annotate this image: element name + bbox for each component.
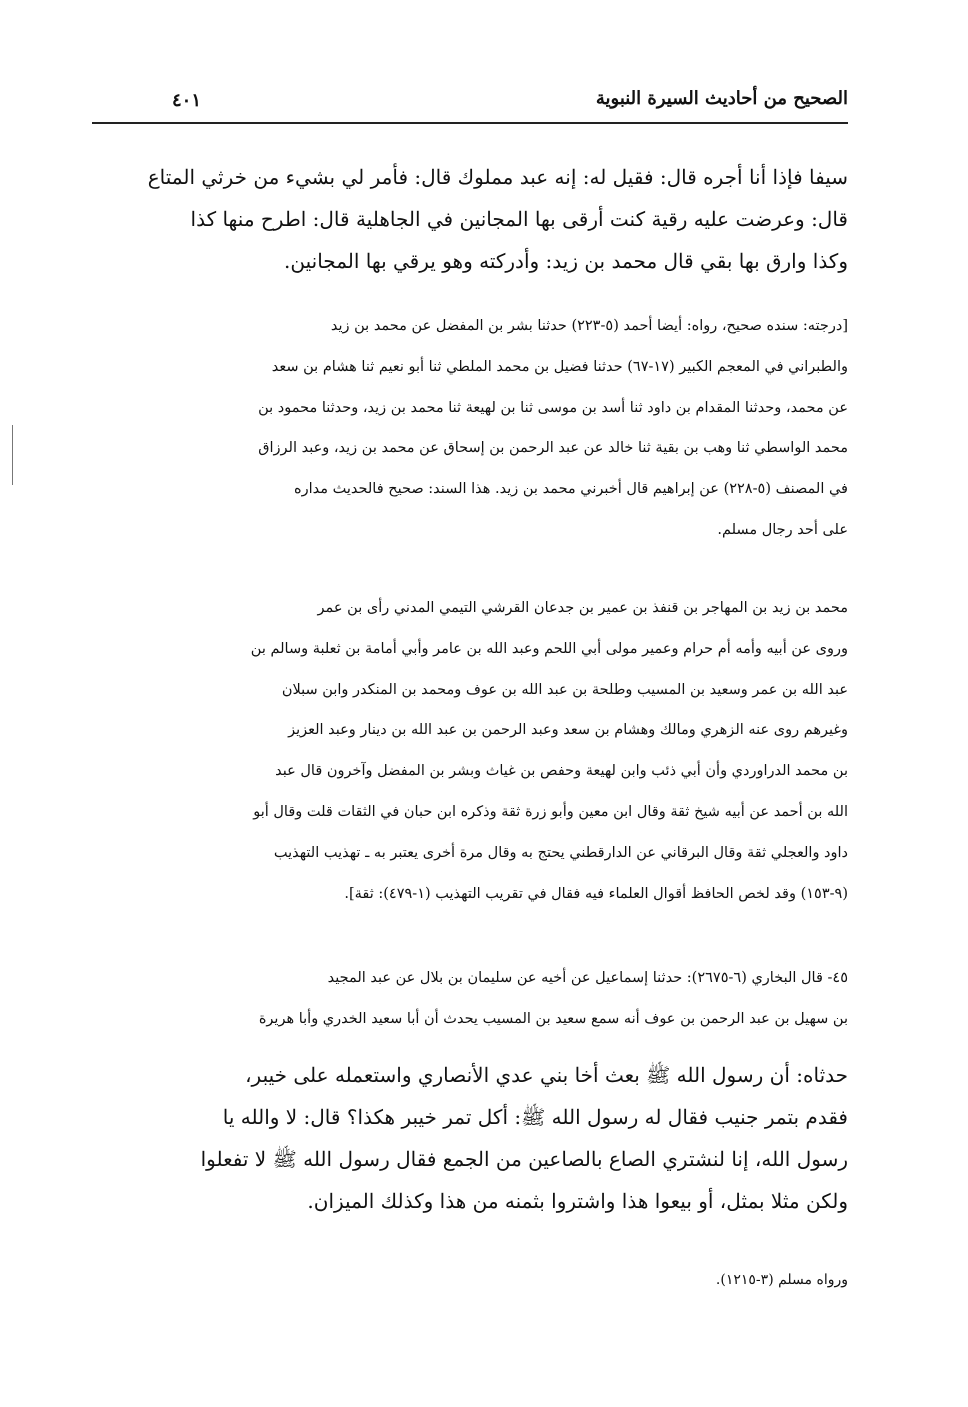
running-title: الصحيح من أحاديث السيرة النبوية — [586, 88, 848, 109]
text-line: على أحد رجال مسلم. — [717, 521, 848, 538]
text-line: بن محمد الدراوردي وأن أبي ذئب وابن لهيعة وحفص بن غياث وبشر بن المفضل وآخرون قال عبد — [275, 763, 848, 780]
text-line: بن سهيل بن عبد الرحمن بن عوف أنه سمع سعيد بن المسيب يحدث أن أبا سعيد الخدري وأبا هريرة — [258, 1010, 848, 1027]
hadith-45-isnad — [92, 958, 848, 1040]
text-line: محمد الواسطي ثنا وهب بن بقية ثنا خالد عن عبد الرحمن بن إسحاق عن محمد بن زيد، وعبد الرزاق — [258, 440, 848, 457]
text-line: وكذا وارق بها بقي قال محمد بن زيد: وأدركته وهو يرقي بها المجانين. — [284, 249, 848, 273]
text-line: حدثاه: أن رسول الله ﷺ بعث أخا بني عدي الأنصاري واستعمله على خيبر، — [245, 1063, 848, 1087]
text-line: والطبراني في المعجم الكبير (١٧-٦٧) حدثنا فضيل بن محمد الملطي ثنا أبو نعيم ثنا هشام بن سعد — [271, 358, 848, 375]
text-line: الله بن أحمد عن أبيه شيخ ثقة وقال ابن معين وأبو زرة ثقة وذكره ابن حبان في الثقات قلت وقال أبو — [253, 803, 848, 820]
text-line: ولكن مثلا بمثل، أو بيعوا هذا واشتروا بثمنه من هذا وكذلك الميزان. — [307, 1189, 848, 1213]
scan-edge-mark — [12, 425, 13, 485]
source-reference: ورواه مسلم (٣-١٢١٥). — [715, 1272, 848, 1288]
grading-note — [92, 306, 848, 551]
text-line: فقدم بتمر جنيب فقال له رسول الله ﷺ: أكل تمر خيبر هكذا؟ قال: لا والله يا — [222, 1105, 848, 1129]
text-line: محمد بن زيد بن المهاجر بن قنفذ بن عمير بن جدعان القرشي التيمي المدني رأى بن عمر — [317, 600, 848, 616]
text-line: رسول الله، إنا لنشتري الصاع بالصاعين من الجمع فقال رسول الله ﷺ لا تفعلوا — [200, 1147, 848, 1171]
hadith-45-matn — [92, 1054, 848, 1222]
text-line: (٩-١٥٣) وقد لخص الحافظ أقوال العلماء فيه فقال في تقريب التهذيب (١-٤٧٩): ثقة]. — [344, 885, 848, 902]
text-line: عن محمد، وحدثنا المقدام بن داود ثنا أسد بن موسى ثنا بن لهيعة ثنا محمد بن زيد، وحدثنا محمود بن — [258, 399, 848, 416]
text-line: [درجته: سنده صحيح، رواه: أيضا أحمد (٥-٢٢٣) حدثنا بشر بن المفضل عن محمد بن زيد — [330, 318, 848, 334]
narrator-biography — [92, 588, 848, 914]
page-header — [92, 86, 848, 124]
text-line: ٤٥- قال البخاري (٦-٢٦٧٥): حدثنا إسماعيل عن أخيه عن سليمان بن بلال عن عبد المجيد — [327, 970, 848, 986]
text-line: وروى عن أبيه وأمه أم حرام وعمير مولى أبي اللحم وعبد الله بن عامر وأبي أمامة بن ثعلبة وسالم بن — [250, 640, 848, 657]
text-line: سيفا فإذا أنا أجره قال: فقيل له: إنه عبد مملوك قال: فأمر لي بشيء من خرثي المتاع — [147, 165, 848, 189]
text-line: قال: وعرضت عليه رقية كنت أرقى بها المجانين في الجاهلية قال: اطرح منها كذا — [190, 207, 848, 231]
text-line: عبد الله بن عمر وسعيد بن المسيب وطلحة بن عبد الله بن عوف ومحمد بن المنكدر وابن سبلان — [281, 681, 848, 698]
page-number: ٤٠١ — [162, 90, 211, 111]
text-line: داود والعجلي ثقة وقال البرقاني عن الدارقطني يحتج به وقال مرة أخرى يعتبر به ـ تهذيب التهذيب — [273, 844, 848, 861]
hadith-text-continuation — [92, 156, 848, 282]
text-line: وغيرهم روى عنه الزهري ومالك وهشام بن سعد وعبد الرحمن بن عبد الله بن دينار وعبد العزيز — [288, 722, 848, 739]
text-line: في المصنف (٥-٢٢٨) عن إبراهيم قال أخبرني محمد بن زيد. هذا السند: صحيح فالحديث مداره — [294, 481, 848, 498]
